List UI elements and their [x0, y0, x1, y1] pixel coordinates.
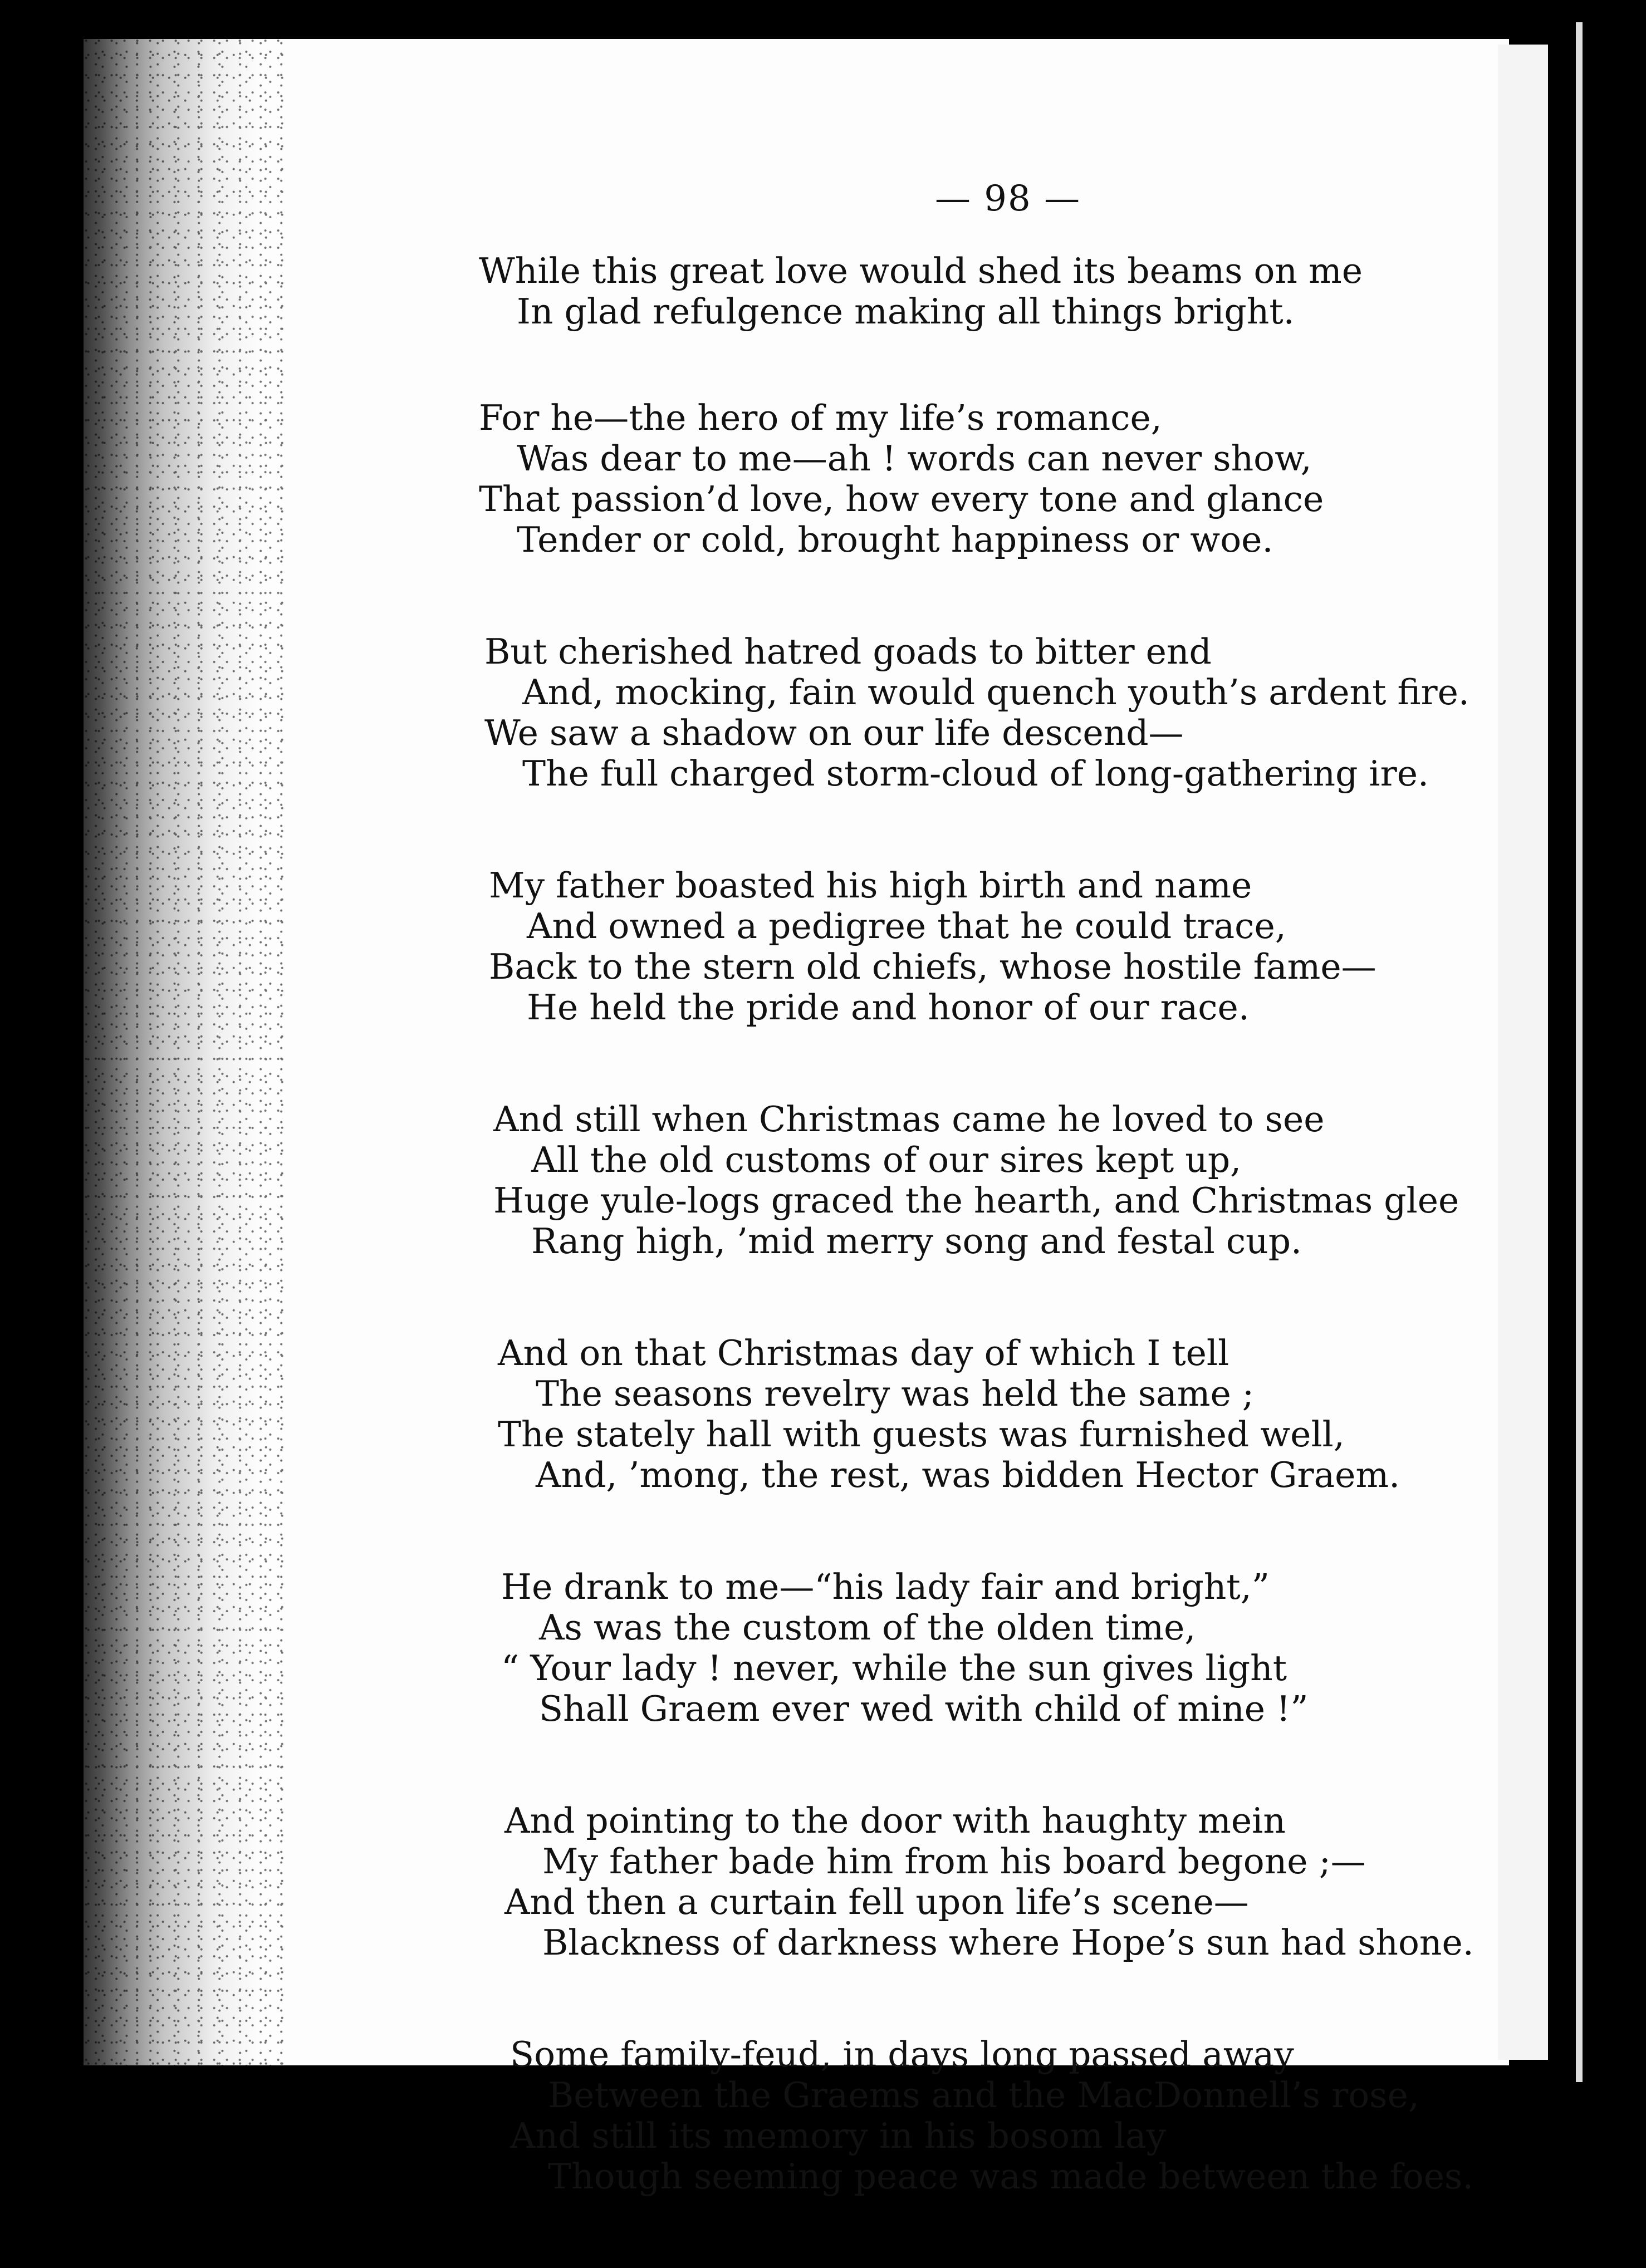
poem-line: While this great love would shed its beams on me [479, 251, 1363, 291]
stanza [501, 1567, 1503, 1729]
poem-line: And, ’mong, the rest, was bidden Hector Graem. [536, 1455, 1400, 1495]
poem-line: Blackness of darkness where Hope’s sun had shone. [542, 1922, 1474, 1963]
stanza [498, 1333, 1503, 1495]
stanza [510, 2034, 1503, 2197]
stanza [493, 1099, 1503, 1261]
poem-line: “ Your lady ! never, while the sun gives light [501, 1648, 1287, 1688]
poem-line: The seasons revelry was held the same ; [536, 1373, 1254, 1414]
poem-line: But cherished hatred goads to bitter end [484, 631, 1212, 672]
poem-line: Back to the stern old chiefs, whose hostile fame— [489, 946, 1376, 987]
poem-line: The stately hall with guests was furnished well, [498, 1414, 1345, 1455]
poem-line: He held the pride and honor of our race. [527, 987, 1250, 1028]
page-number: — 98 — [934, 178, 1081, 219]
poem-line: Rang high, ’mid merry song and festal cup. [531, 1221, 1302, 1261]
poem-line: He drank to me—“his lady fair and bright,” [501, 1567, 1270, 1607]
poem-line: For he—the hero of my life’s romance, [479, 397, 1162, 438]
stanza [489, 865, 1503, 1028]
page-right-margin [1498, 45, 1548, 2060]
poem-line: The full charged storm-cloud of long-gathering ire. [522, 753, 1429, 794]
binding-speckle [84, 39, 284, 2065]
stanza [504, 1800, 1503, 1963]
poem-line: And still its memory in his bosom lay [510, 2115, 1167, 2156]
poem-line: My father bade him from his board begone ;— [542, 1841, 1366, 1882]
poem-line: We saw a shadow on our life descend— [484, 713, 1184, 753]
stanza [484, 631, 1503, 794]
poem-line: And then a curtain fell upon life’s scene— [504, 1882, 1249, 1922]
poem-line: That passion’d love, how every tone and glance [479, 479, 1324, 519]
poem-line: And pointing to the door with haughty mein [504, 1800, 1286, 1841]
poem-line: Some family-feud, in days long passed away [510, 2034, 1294, 2075]
poem-line: My father boasted his high birth and name [489, 865, 1252, 906]
poem-line: And on that Christmas day of which I tell [498, 1333, 1229, 1373]
poem-line: And owned a pedigree that he could trace, [527, 906, 1286, 946]
poem-line: Though seeming peace was made between the foes. [548, 2156, 1474, 2197]
poem-line: Tender or cold, brought happiness or woe. [517, 519, 1273, 560]
stanza [479, 397, 1503, 560]
stanza [479, 251, 1503, 332]
poem-line: In glad refulgence making all things bright. [517, 291, 1295, 332]
adjacent-page-edge [1548, 22, 1646, 2104]
poem-line: As was the custom of the olden time, [539, 1607, 1196, 1648]
poem-line: All the old customs of our sires kept up, [531, 1140, 1242, 1180]
poem-line: And, mocking, fain would quench youth’s ardent fire. [522, 672, 1469, 713]
poem-line: Between the Graems and the MacDonnell’s rose, [548, 2075, 1419, 2115]
adjacent-page-strip [1576, 22, 1583, 2082]
poem-line: And still when Christmas came he loved to see [493, 1099, 1325, 1140]
poem-line: Was dear to me—ah ! words can never show, [517, 438, 1312, 479]
poem [479, 251, 1503, 2268]
poem-line: Huge yule-logs graced the hearth, and Christmas glee [493, 1180, 1459, 1221]
poem-line: Shall Graem ever wed with child of mine !” [539, 1688, 1309, 1729]
